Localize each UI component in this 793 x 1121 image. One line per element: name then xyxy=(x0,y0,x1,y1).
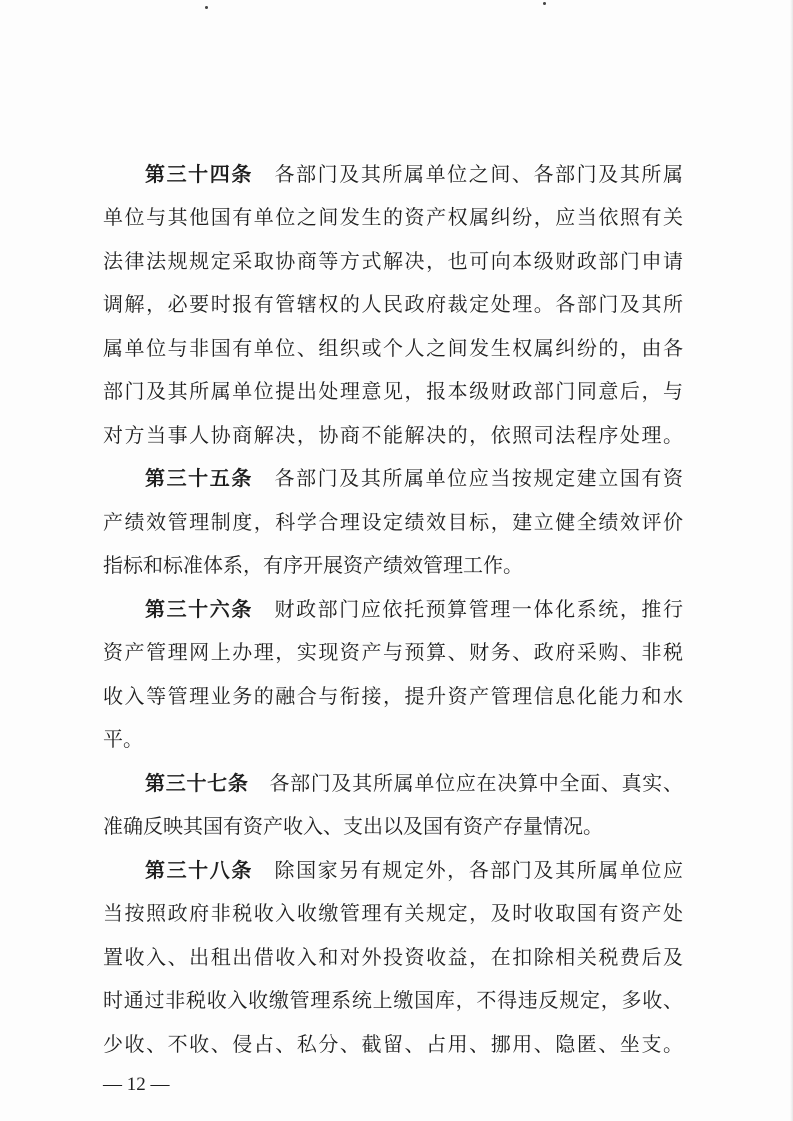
article-37-text: 各部门及其所属单位应在决算中全面、真实、 xyxy=(269,771,684,795)
article-38-line-2: 当按照政府非税收入收缴管理有关规定，及时收取国有资产处 xyxy=(103,901,683,925)
article-35-text: 各部门及其所属单位应当按规定建立国有资 xyxy=(274,466,684,490)
article-38-heading: 第三十八条 xyxy=(145,858,253,882)
article-36-line-4: 平。 xyxy=(103,727,143,751)
article-36-line-2: 资产管理网上办理，实现资产与预算、财务、政府采购、非税 xyxy=(103,640,683,664)
article-34-line-5: 属单位与非国有单位、组织或个人之间发生权属纠纷的，由各 xyxy=(103,336,683,360)
article-34-heading: 第三十四条 xyxy=(145,162,253,186)
article-37-heading: 第三十七条 xyxy=(145,771,249,795)
article-38-line-5: 少收、不收、侵占、私分、截留、占用、挪用、隐匿、坐支。 xyxy=(103,1032,683,1056)
article-38-line-4: 时通过非税收入收缴管理系统上缴国库，不得违反规定，多收、 xyxy=(103,988,683,1012)
article-35-line-1 xyxy=(145,466,683,490)
article-35-line-2: 产绩效管理制度，科学合理设定绩效目标，建立健全绩效评价 xyxy=(103,510,683,534)
article-35-heading: 第三十五条 xyxy=(145,466,253,490)
scan-speck xyxy=(205,6,208,9)
article-35-line-3: 指标和标准体系，有序开展资产绩效管理工作。 xyxy=(103,553,523,577)
article-38-line-1 xyxy=(145,858,683,882)
article-34-line-4: 调解，必要时报有管辖权的人民政府裁定处理。各部门及其所 xyxy=(103,292,683,316)
article-36-line-1 xyxy=(145,597,683,621)
article-34-line-1 xyxy=(145,162,683,186)
article-34-line-2: 单位与其他国有单位之间发生的资产权属纠纷，应当依照有关 xyxy=(103,205,683,229)
article-38-text: 除国家另有规定外，各部门及其所属单位应 xyxy=(274,858,684,882)
article-38-line-3: 置收入、出租出借收入和对外投资收益，在扣除相关税费后及 xyxy=(103,945,683,969)
article-34-line-6: 部门及其所属单位提出处理意见，报本级财政部门同意后，与 xyxy=(103,379,683,403)
page-number: — 12 — xyxy=(103,1074,170,1095)
article-36-text: 财政部门应依托预算管理一体化系统，推行 xyxy=(274,597,684,621)
article-37-line-2: 准确反映其国有资产收入、支出以及国有资产存量情况。 xyxy=(103,814,603,838)
article-36-line-3: 收入等管理业务的融合与衔接，提升资产管理信息化能力和水 xyxy=(103,684,683,708)
article-36-heading: 第三十六条 xyxy=(145,597,253,621)
article-34-line-7: 对方当事人协商解决，协商不能解决的，依照司法程序处理。 xyxy=(103,423,683,447)
article-34-text: 各部门及其所属单位之间、各部门及其所属 xyxy=(274,162,684,186)
article-34-line-3: 法律法规规定采取协商等方式解决，也可向本级财政部门申请 xyxy=(103,249,683,273)
article-37-line-1 xyxy=(145,771,683,795)
scan-speck xyxy=(543,2,546,5)
